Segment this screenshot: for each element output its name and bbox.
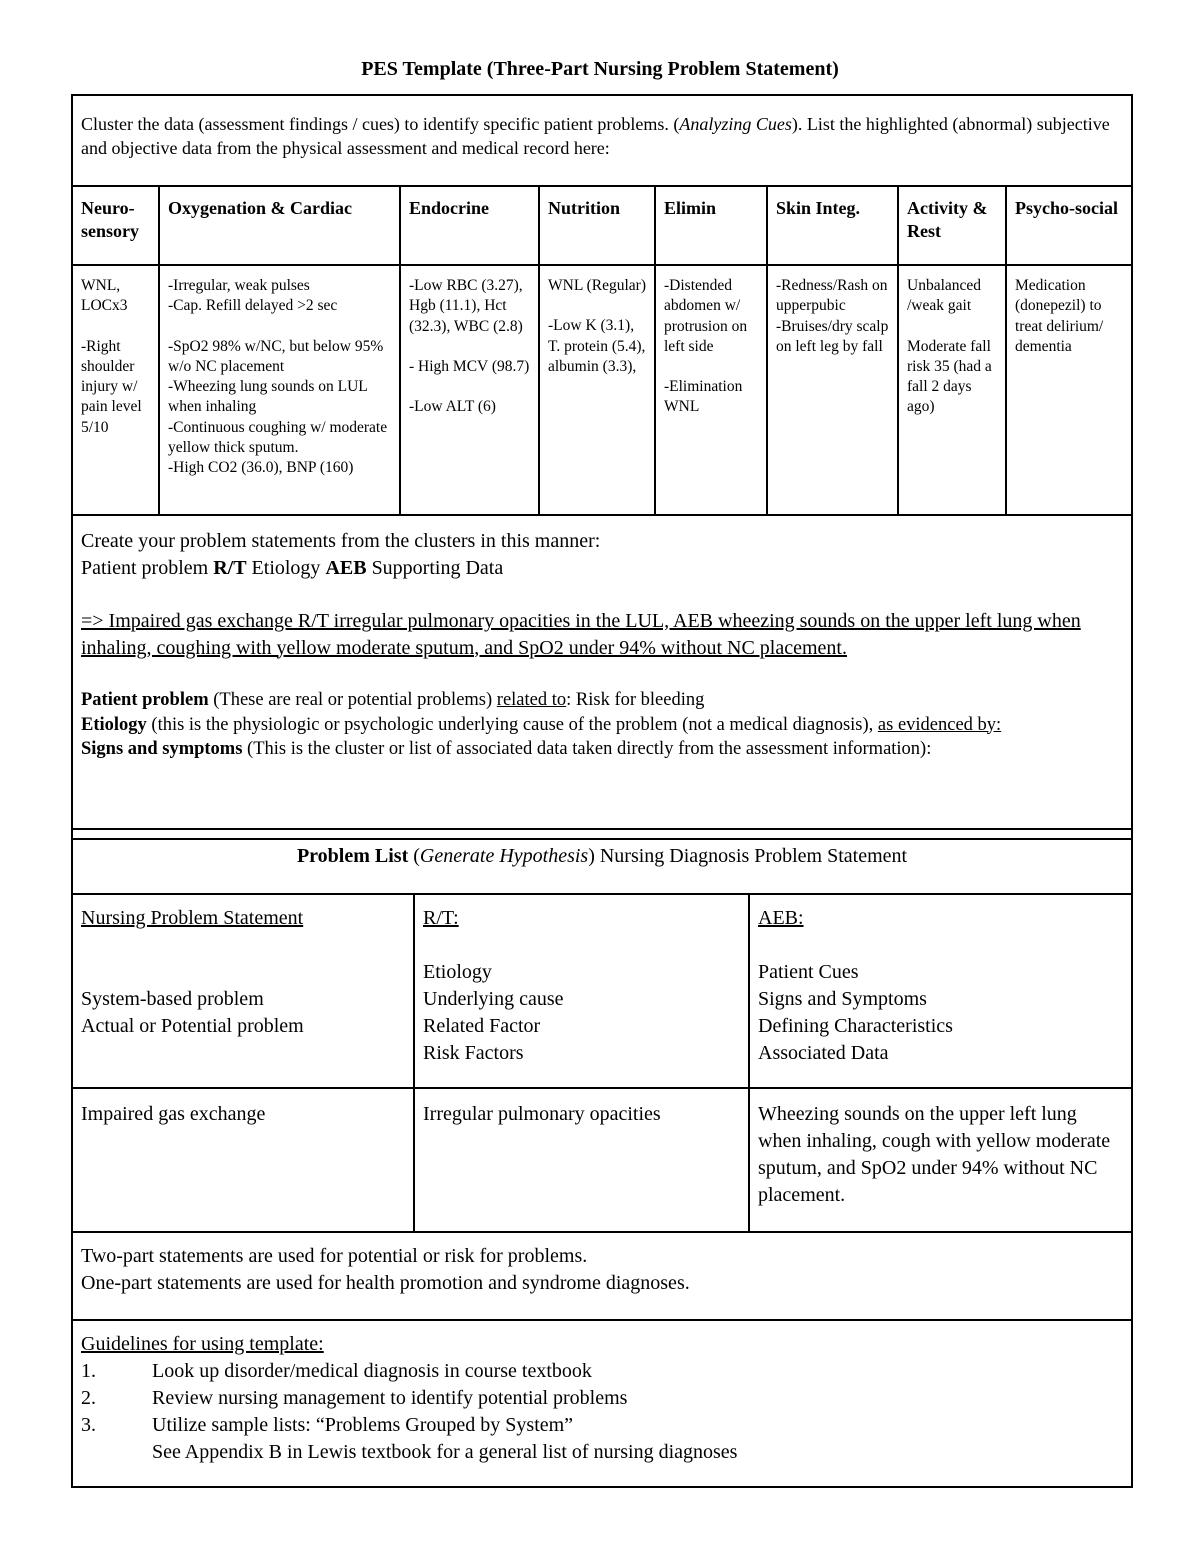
header-psycho: Psycho-social: [1006, 186, 1132, 265]
cell-text: Moderate fall risk 35 (had a fall 2 days ago): [907, 337, 992, 416]
pp-label: Patient problem: [81, 690, 209, 710]
create-data: Supporting Data: [366, 556, 504, 579]
cell-endocrine: [400, 265, 539, 515]
guideline-number: 3.: [81, 1414, 96, 1436]
cell-text: WNL, LOCx3: [81, 277, 128, 315]
cell-nutrition: [539, 265, 655, 515]
header-activity: Activity & Rest: [898, 186, 1006, 265]
cell-text: Medication (donepezil) to treat delirium/ dementia: [1015, 277, 1104, 355]
col3-item: Patient Cues: [758, 961, 859, 983]
cell-text: -Distended abdomen w/ protrusion on left side: [664, 277, 748, 355]
cell-text: -Low ALT (6): [409, 398, 496, 416]
cell-activity: [898, 265, 1006, 515]
col3-item: Associated Data: [758, 1042, 889, 1064]
guideline-number: 1.: [81, 1360, 96, 1382]
pp-end: : Risk for bleeding: [566, 690, 705, 710]
col1-item: Actual or Potential problem: [81, 1015, 304, 1037]
cell-elimin: [655, 265, 767, 515]
col2-item: Etiology: [423, 961, 492, 983]
create-rt: R/T: [213, 556, 247, 579]
pp-text: (These are real or potential problems): [208, 690, 497, 710]
note-line: Two-part statements are used for potential or risk for problems.: [81, 1245, 588, 1267]
ss-text: (This is the cluster or list of associated data taken directly from the assessment information):: [242, 739, 932, 759]
cell-text: -Wheezing lung sounds on LUL when inhaling: [168, 378, 368, 416]
problem-list-table: [71, 828, 1133, 1488]
create-line-2: [81, 555, 1123, 582]
guideline-item: [81, 1412, 1123, 1439]
problem-statement-instructions: [72, 515, 1132, 839]
row-problem: Impaired gas exchange: [72, 1088, 414, 1232]
cell-skin: [767, 265, 898, 515]
create-etiology: Etiology: [246, 556, 326, 579]
row-aeb: Wheezing sounds on the upper left lung when inhaling, cough with yellow moderate sputum, and SpO2 under 94% without NC placement.: [749, 1088, 1132, 1232]
col3-item: Signs and Symptoms: [758, 988, 927, 1010]
col2-item: Related Factor: [423, 1015, 541, 1037]
et-label: Etiology: [81, 714, 147, 735]
pl-end: ) Nursing Diagnosis Problem Statement: [588, 845, 908, 867]
guideline-text: Utilize sample lists: “Problems Grouped by System”: [152, 1414, 574, 1436]
pl-open: (: [408, 845, 420, 867]
header-skin: Skin Integ.: [767, 186, 898, 265]
col2-title: R/T:: [423, 907, 459, 929]
pl-italic: Generate Hypothesis: [419, 845, 589, 867]
cell-text: Unbalanced /weak gait: [907, 277, 982, 315]
guideline-item: [81, 1358, 1123, 1385]
guideline-extra: [81, 1439, 1123, 1466]
page-title: PES Template (Three-Part Nursing Problem Statement): [361, 58, 839, 80]
header-oxygenation: Oxygenation & Cardiac: [159, 186, 400, 265]
cell-text: -Redness/Rash on upperpubic: [776, 277, 888, 315]
create-aeb: AEB: [325, 556, 367, 579]
col-nursing-problem: [72, 894, 414, 1088]
signs-line: [81, 737, 1123, 762]
patient-problem-line: [81, 688, 1123, 713]
header-endocrine: Endocrine: [400, 186, 539, 265]
guideline-text: Look up disorder/medical diagnosis in course textbook: [152, 1360, 592, 1382]
cell-text: -Low RBC (3.27), Hgb (11.1), Hct (32.3), WBC (2.8): [409, 277, 523, 335]
cell-text: -Elimination WNL: [664, 378, 743, 416]
create-pp: Patient problem: [81, 556, 214, 579]
cell-text: -Cap. Refill delayed >2 sec: [168, 297, 338, 315]
cell-text: -High CO2 (36.0), BNP (160): [168, 459, 354, 477]
cluster-table: [71, 94, 1133, 840]
guideline-text: Review nursing management to identify potential problems: [152, 1387, 628, 1409]
intro-italic: Analyzing Cues: [679, 114, 792, 134]
example-statement: => Impaired gas exchange R/T irregular pulmonary opacities in the LUL, AEB wheezing sounds on the upper left lung when inhaling, coughing with yellow moderate sputum, and SpO2 under 94% without NC placement.: [81, 610, 1081, 659]
col3-item: Defining Characteristics: [758, 1015, 953, 1037]
cell-oxygenation: [159, 265, 400, 515]
guidelines-title: Guidelines for using template:: [81, 1333, 324, 1355]
col1-title: Nursing Problem Statement: [81, 907, 304, 929]
header-neuro: Neuro-sensory: [72, 186, 159, 265]
guidelines: [72, 1320, 1132, 1487]
col-rt: [414, 894, 749, 1088]
et-text: (this is the physiologic or psychologic underlying cause of the problem (not a medical diagnosis),: [146, 714, 878, 735]
cell-neuro: [72, 265, 159, 515]
cell-text: -Right shoulder injury w/ pain level 5/10: [81, 337, 142, 436]
statement-notes: [72, 1232, 1132, 1320]
cell-text: - High MCV (98.7): [409, 357, 530, 375]
cell-text: -Continuous coughing w/ moderate yellow thick sputum.: [168, 418, 388, 457]
row-rt: Irregular pulmonary opacities: [414, 1088, 749, 1232]
header-elimin: Elimin: [655, 186, 767, 265]
pl-bold: Problem List: [296, 845, 409, 867]
problem-list-heading: [72, 829, 1132, 894]
cell-text: -SpO2 98% w/NC, but below 95% w/o NC placement: [168, 337, 384, 375]
guideline-number: 2.: [81, 1387, 96, 1409]
header-nutrition: Nutrition: [539, 186, 655, 265]
etiology-line: [81, 713, 1123, 738]
cell-text: -Bruises/dry scalp on left leg by fall: [776, 317, 889, 355]
et-aeb: as evidenced by:: [877, 714, 1002, 735]
cluster-instructions: [72, 95, 1132, 186]
cell-text: -Low K (3.1), T. protein (5.4), albumin (3.3),: [548, 317, 646, 375]
pp-related: related to: [496, 690, 567, 710]
guideline-extra-text: See Appendix B in Lewis textbook for a general list of nursing diagnoses: [152, 1441, 738, 1463]
guideline-item: [81, 1385, 1123, 1412]
cell-text: -Irregular, weak pulses: [168, 277, 310, 294]
col2-item: Underlying cause: [423, 988, 564, 1010]
note-line: One-part statements are used for health promotion and syndrome diagnoses.: [81, 1272, 690, 1294]
create-line-1: Create your problem statements from the clusters in this manner:: [81, 530, 601, 552]
ss-label: Signs and symptoms: [81, 739, 243, 759]
intro-text-end: ). List the highlighted (abnormal) subjective and objective data from the physical assessment and medical record here:: [81, 114, 1110, 158]
intro-text-start: Cluster the data (assessment findings / cues) to identify specific patient problems. (: [81, 114, 680, 134]
col-aeb: [749, 894, 1132, 1088]
col1-item: System-based problem: [81, 988, 264, 1010]
cell-text: WNL (Regular): [548, 277, 646, 294]
col3-title: AEB:: [758, 907, 804, 929]
cell-psycho: [1006, 265, 1132, 515]
col2-item: Risk Factors: [423, 1042, 524, 1064]
